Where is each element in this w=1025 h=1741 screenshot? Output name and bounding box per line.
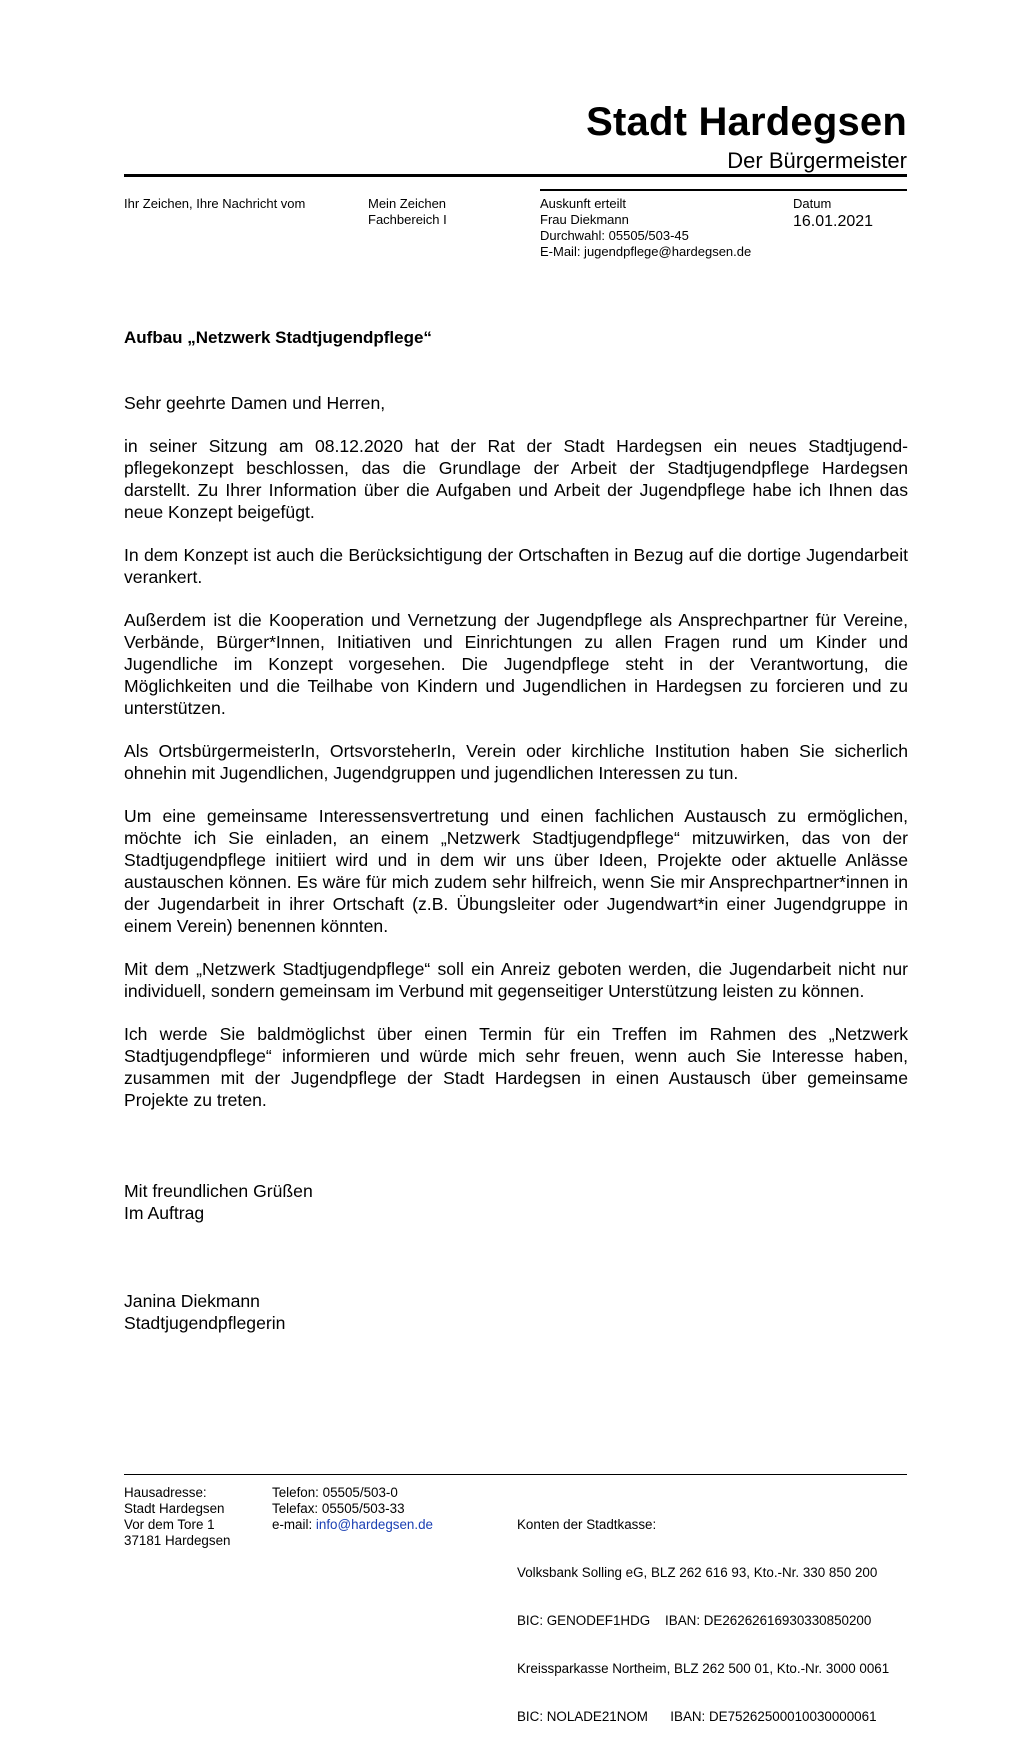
body-paragraph: Ich werde Sie baldmöglichst über einen Termin für ein Treffen im Rahmen des „Netzwerk Stadtjugendpflege“ informieren und würde mich sehr freuen, wenn auch Sie Interesse haben, zusammen mit der Jugendpflege der Stadt Hardegsen in einen Austausch über gemeinsame Projekte zu treten. [124, 1024, 908, 1110]
closing-greeting: Mit freundlichen Grüßen [124, 1181, 313, 1201]
body-paragraph: Als OrtsbürgermeisterIn, OrtsvorsteherIn, Verein oder kirchliche Institution haben Sie sicherlich ohnehin mit Jugendlichen, Jugendgruppen und jugendlichen Interessen zu tun. [124, 741, 908, 783]
meta-date [793, 196, 873, 231]
info-label: Auskunft erteilt [540, 196, 626, 211]
body-paragraph: Außerdem ist die Kooperation und Vernetzung der Jugendpflege als Ansprechpartner für Vereine, Verbände, Bürger*Innen, Initiativen und Einrichtungen zu allen Fragen rund um Kinder und Jugendliche im Konzept vorgesehen. Die Jugendpflege steht in der Verantwortung, die Möglichkeiten und die Teilhabe von Kindern und Jugendlichen in Hardegsen zu forcieren und zu unterstützen. [124, 610, 908, 718]
footer-accounts-line: BIC: GENODEF1HDG IBAN: DE26262616930330850200 [517, 1613, 872, 1628]
salutation: Sehr geehrte Damen und Herren, [124, 393, 386, 413]
body-paragraph: in seiner Sitzung am 08.12.2020 hat der Rat der Stadt Hardegsen ein neues Stadtjugendpflegekonzept beschlossen, das die Grundlage der Arbeit der Stadtjugendpflege Hardegsen darstellt. Zu Ihrer Information über die Aufgaben und Arbeit der Jugendpflege habe ich Ihnen das neue Konzept beigefügt. [124, 436, 908, 522]
footer-email-label: e-mail: [272, 1517, 316, 1532]
signer-role: Stadtjugendpflegerin [124, 1313, 286, 1333]
footer-rule [124, 1474, 907, 1475]
info-email: E-Mail: jugendpflege@hardegsen.de [540, 244, 752, 259]
footer-address [124, 1485, 230, 1549]
organization-name: Stadt Hardegsen [586, 100, 907, 144]
office-title: Der Bürgermeister [727, 148, 907, 173]
meta-my-reference [368, 196, 447, 228]
footer-fax: Telefax: 05505/503-33 [272, 1501, 405, 1516]
footer-address-line: Hausadresse: [124, 1485, 207, 1500]
date-value: 16.01.2021 [793, 213, 874, 230]
footer-address-line: Vor dem Tore 1 [124, 1517, 215, 1532]
footer-email-line [272, 1517, 433, 1533]
footer-accounts [517, 1485, 889, 1741]
body-paragraph: Um eine gemeinsame Interessensvertretung und einen fachlichen Austausch zu ermöglichen, möchte ich Sie einladen, an einem „Netzwerk Stadtjugendpflege“ mitzuwirken, das von der Stadtjugendpflege initiiert wird und in dem wir uns über Ideen, Projekte oder aktuelle Anlässe austauschen können. Es wäre für mich zudem sehr hilfreich, wenn Sie mir Ansprechpartner*innen in der Jugendarbeit in ihrer Ortschaft (z.B. Übungsleiter oder Jugendwart*in einer Jugendgruppe in einem Verein) benennen könnten. [124, 806, 908, 936]
letter-subject: Aufbau „Netzwerk Stadtjugendpflege“ [124, 328, 432, 347]
footer-accounts-line: Volksbank Solling eG, BLZ 262 616 93, Kto.-Nr. 330 850 200 [517, 1565, 878, 1580]
my-ref-value: Fachbereich I [368, 212, 447, 227]
meta-your-reference [124, 196, 305, 212]
footer-accounts-line: Kreissparkasse Northeim, BLZ 262 500 01, Kto.-Nr. 3000 0061 [517, 1661, 890, 1676]
footer-accounts-line: Konten der Stadtkasse: [517, 1517, 657, 1532]
header-rule-right [540, 189, 907, 191]
closing-block [124, 1180, 313, 1224]
my-ref-label: Mein Zeichen [368, 196, 447, 211]
signature-block [124, 1290, 285, 1334]
date-label: Datum [793, 196, 832, 211]
footer-accounts-line: BIC: NOLADE21NOM IBAN: DE75262500010030000061 [517, 1709, 877, 1724]
info-name: Frau Diekmann [540, 212, 629, 227]
footer-address-line: Stadt Hardegsen [124, 1501, 225, 1516]
letter-body [124, 392, 908, 1132]
footer-contact [272, 1485, 433, 1533]
your-ref-label: Ihr Zeichen, Ihre Nachricht vom [124, 196, 306, 211]
footer-email-link[interactable]: info@hardegsen.de [315, 1517, 433, 1532]
closing-on-behalf: Im Auftrag [124, 1203, 205, 1223]
body-paragraph: In dem Konzept ist auch die Berücksichtigung der Ortschaften in Bezug auf die dortige Jugendarbeit verankert. [124, 545, 908, 587]
meta-contact-info [540, 196, 751, 260]
footer-address-line: 37181 Hardegsen [124, 1533, 231, 1548]
footer-phone: Telefon: 05505/503-0 [272, 1485, 398, 1500]
body-paragraph: Mit dem „Netzwerk Stadtjugendpflege“ soll ein Anreiz geboten werden, die Jugendarbeit nicht nur individuell, sondern gemeinsam im Verbund mit gegenseitiger Unterstützung leisten zu können. [124, 959, 908, 1001]
info-phone: Durchwahl: 05505/503-45 [540, 228, 689, 243]
signer-name: Janina Diekmann [124, 1291, 260, 1311]
header-rule-top [124, 174, 907, 177]
